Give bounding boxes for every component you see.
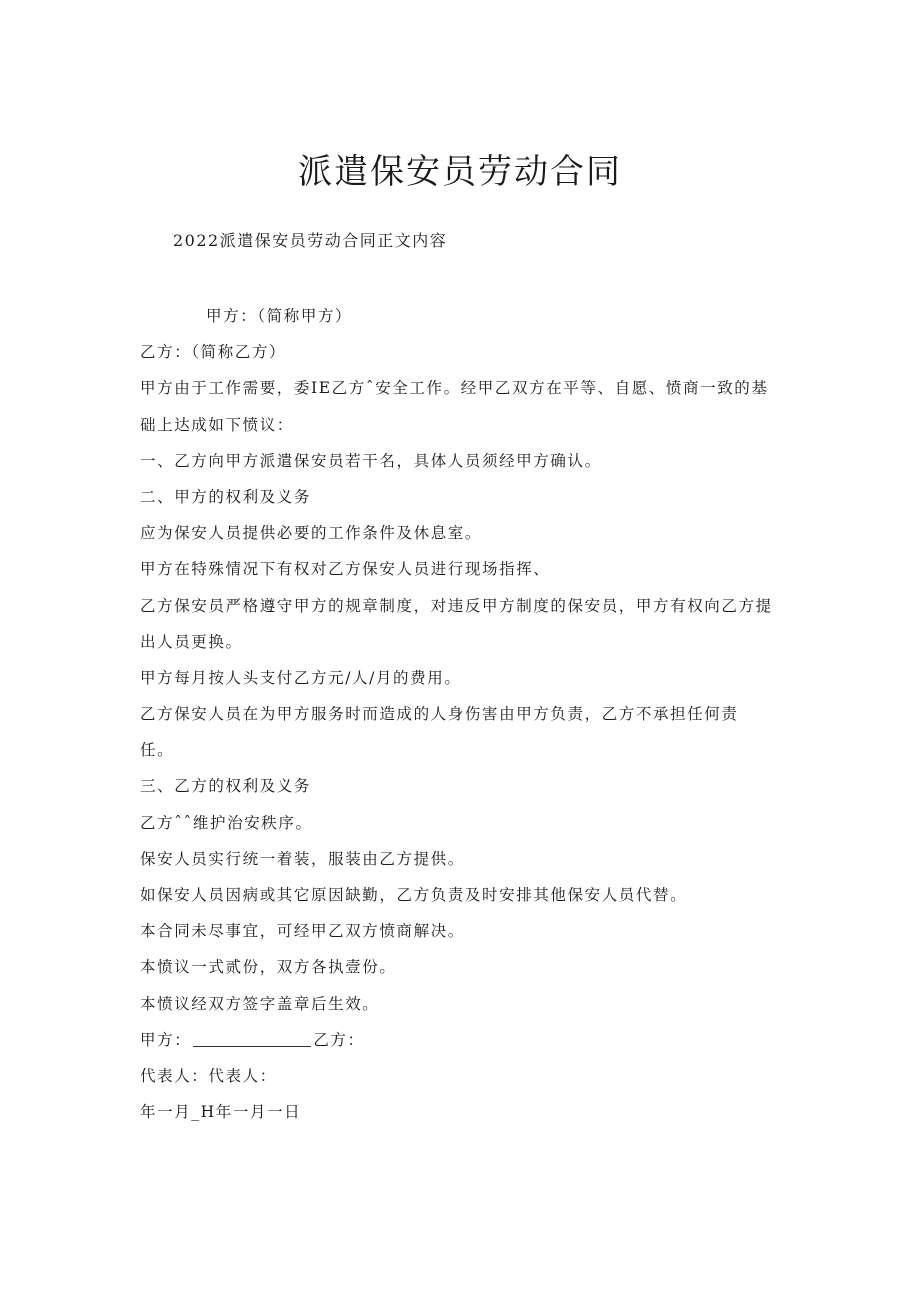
party-a-intro: 甲方：（简称甲方） xyxy=(206,307,353,325)
clause-effective: 本愤议经双方签字盖章后生效。 xyxy=(140,994,380,1013)
party-b-signature-label: 乙方： xyxy=(313,1030,365,1049)
party-b-intro: 乙方：（简称乙方） xyxy=(140,343,287,362)
document-title: 派遣保安员劳动合同 xyxy=(298,152,622,192)
clause-1: 一、乙方向甲方派遣保安员若干名，具体人员须经甲方确认。 xyxy=(140,451,602,470)
preamble-line-2: 础上达成如下愤议： xyxy=(140,415,294,434)
document-body xyxy=(140,298,780,1130)
party-a-signature-label: 甲方： xyxy=(140,1030,192,1049)
clause-copies: 本愤议一式贰份，双方各执壹份。 xyxy=(140,958,397,977)
party-a-duty-2: 甲方在特殊情况下有权对乙方保安人员进行现场指挥、 xyxy=(140,560,551,579)
signature-date: 年一月_H年一月一日 xyxy=(140,1103,302,1122)
signature-representatives: 代表人：代表人： xyxy=(140,1066,277,1085)
party-b-duty-1: 乙方ˆˆ维护治安秩序。 xyxy=(140,813,313,832)
document-subtitle: 2022派遣保安员劳动合同正文内容 xyxy=(173,231,448,250)
signature-parties xyxy=(140,1022,780,1058)
section-heading-party-a: 二、甲方的权利及义务 xyxy=(140,487,312,506)
party-b-duty-3: 如保安人员因病或其它原因缺勤，乙方负责及时安排其他保安人员代替。 xyxy=(140,886,688,904)
clause-unresolved-matters: 本合同未尽事宜，可经甲乙双方愤商解决。 xyxy=(140,922,465,941)
party-a-duty-4: 甲方每月按人头支付乙方元/人/月的费用。 xyxy=(140,668,462,687)
party-a-duty-3-line-2: 出人员更换。 xyxy=(140,632,243,651)
party-a-duty-1: 应为保安人员提供必要的工作条件及休息室。 xyxy=(140,524,483,543)
party-a-duty-5-line-2: 任。 xyxy=(140,741,175,760)
party-a-duty-5-line-1: 乙方保安人员在为甲方服务时而造成的人身伤害由甲方负责，乙方不承担任何责 xyxy=(140,705,739,724)
party-b-duty-2: 保安人员实行统一着装，服装由乙方提供。 xyxy=(140,849,465,868)
party-a-duty-3-line-1: 乙方保安员严格遵守甲方的规章制度，对违反甲方制度的保安员，甲方有权向乙方提 xyxy=(140,596,773,615)
preamble-line-1: 甲方由于工作需要，委IE乙方ˆ安全工作。经甲乙双方在平等、自愿、愤商一致的基 xyxy=(140,379,769,398)
section-heading-party-b: 三、乙方的权利及义务 xyxy=(140,777,312,796)
signature-blank-line xyxy=(193,1034,311,1047)
